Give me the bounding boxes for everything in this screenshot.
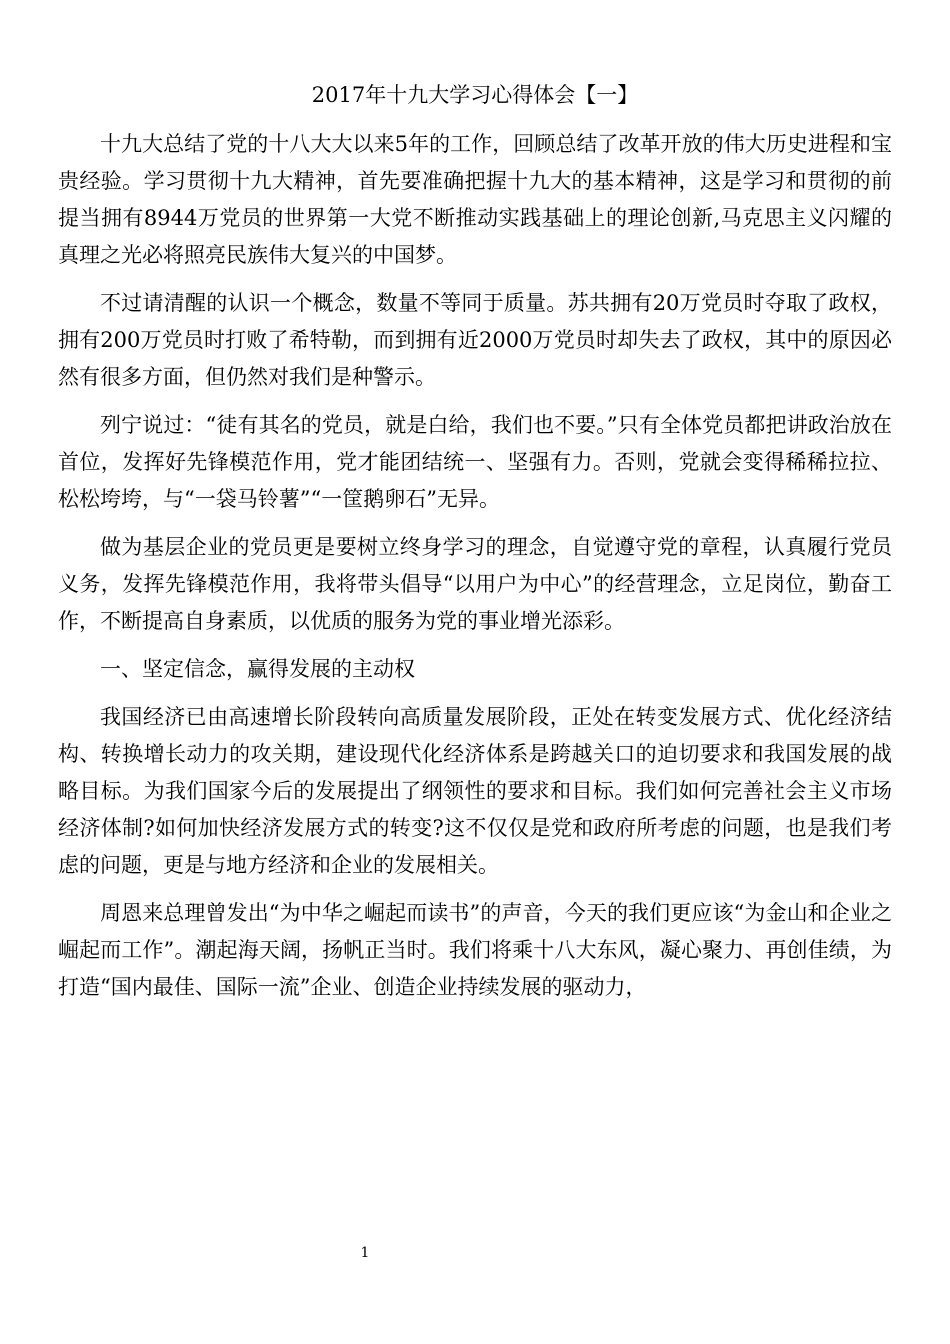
document-title: 2017年十九大学习心得体会【一】: [311, 83, 639, 107]
page-number: 1: [360, 1245, 370, 1261]
paragraph-5: 我国经济已由高速增长阶段转向高质量发展阶段，正处在转变发展方式、优化经济结构、转换增长动力的攻关期，建设现代化经济体系是跨越关口的迫切要求和我国发展的战略目标。为我们国家今后的发展提出了纲领性的要求和目标。我们如何完善社会主义市场经济体制?如何加快经济发展方式的转变?这不仅仅是党和政府所考虑的问题，也是我们考虑的问题，更是与地方经济和企业的发展相关。: [58, 705, 892, 877]
section-heading-1: 一、坚定信念，赢得发展的主动权: [100, 657, 415, 681]
paragraph-6: 周恩来总理曾发出“为中华之崛起而读书”的声音，今天的我们更应该“为金山和企业之崛起而工作”。潮起海天阔，扬帆正当时。我们将乘十八大东风，凝心聚力、再创佳绩，为打造“国内最佳、国际一流”企业、创造企业持续发展的驱动力，: [58, 901, 892, 999]
document-body: [58, 126, 892, 1017]
paragraph-1: 十九大总结了党的十八大大以来5年的工作，回顾总结了改革开放的伟大历史进程和宝贵经验。学习贯彻十九大精神，首先要准确把握十九大的基本精神，这是学习和贯彻的前提当拥有8944万党员的世界第一大党不断推动实践基础上的理论创新,马克思主义闪耀的真理之光必将照亮民族伟大复兴的中国梦。: [58, 132, 892, 267]
paragraph-3: 列宁说过：“徒有其名的党员，就是白给，我们也不要。”只有全体党员都把讲政治放在首位，发挥好先锋模范作用，党才能团结统一、坚强有力。否则，党就会变得稀稀拉拉、松松垮垮，与“一袋马铃薯”“一筐鹅卵石”无异。: [58, 413, 892, 511]
paragraph-4: 做为基层企业的党员更是要树立终身学习的理念，自觉遵守党的章程，认真履行党员义务，发挥先锋模范作用，我将带头倡导“以用户为中心”的经营理念，立足岗位，勤奋工作，不断提高自身素质，以优质的服务为党的事业增光添彩。: [58, 535, 892, 633]
paragraph-2: 不过请清醒的认识一个概念，数量不等同于质量。苏共拥有20万党员时夺取了政权，拥有200万党员时打败了希特勒，而到拥有近2000万党员时却失去了政权，其中的原因必然有很多方面，但仍然对我们是种警示。: [58, 291, 892, 389]
